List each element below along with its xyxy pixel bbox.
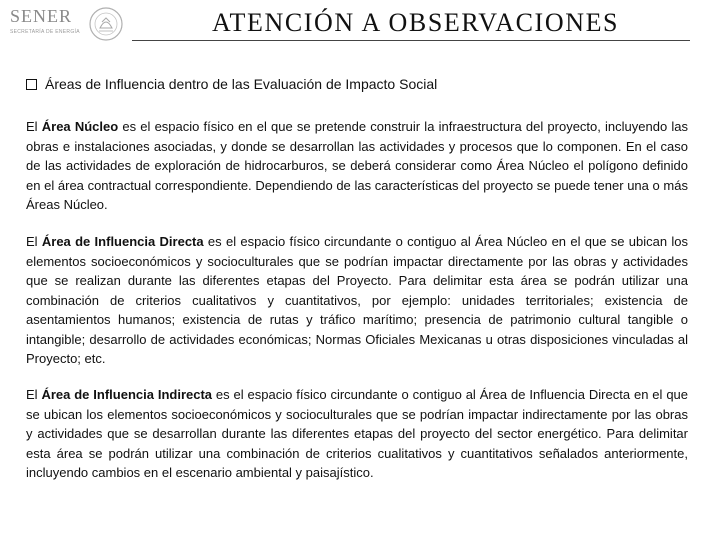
page-title: ATENCIÓN A OBSERVACIONES: [212, 8, 620, 37]
paragraph-prefix: El: [26, 234, 42, 249]
paragraph-prefix: El: [26, 119, 42, 134]
term-area-nucleo: Área Núcleo: [41, 119, 119, 134]
paragraph-body: es el espacio físico en el que se pretende construir la infraestructura del proyecto, incluyendo las obras e instalaciones asociadas, y donde se desarrollan las actividades y procesos que lo componen. En el caso de las actividades de exploración de hidrocarburos, se deberá considerar como Área Núcleo el polígono definido en el área contractual correspondiente. Dependiendo de las características del proyecto se puede tener una o más Áreas Núcleo.: [26, 119, 689, 212]
paragraph-influencia-directa: [26, 232, 688, 369]
sener-logo: [6, 4, 136, 46]
sener-logo-subtext: SECRETARÍA DE ENERGÍA: [10, 29, 80, 35]
term-influencia-directa: Área de Influencia Directa: [41, 234, 204, 249]
paragraph-body: es el espacio físico circundante o contiguo al Área de Influencia Directa en el que se ubican los elementos socioeconómicos y socioculturales que se podrían impactar indirectamente por las obras y actividades que se desarrollan durante las diferentes etapas del proyecto del sector energético. Para delimitar esta área se podrán utilizar una combinación de criterios cualitativos y cuantitativos señalados anteriormente, incluyendo cambios en el escenario ambiental y paisajístico.: [26, 387, 689, 480]
header-divider: [132, 40, 690, 41]
term-influencia-indirecta: Área de Influencia Indirecta: [41, 387, 213, 402]
paragraph-area-nucleo: [26, 117, 688, 215]
mexican-seal-icon: [88, 6, 124, 42]
section-heading: [26, 76, 437, 92]
paragraph-prefix: El: [26, 387, 42, 402]
paragraph-body: es el espacio físico circundante o contiguo al Área Núcleo en el que se ubican los elementos socioeconómicos y socioculturales que se podrían impactar directamente por las obras y actividades que se realizan durante las diferentes etapas del Proyecto. Para delimitar esta área se podrán utilizar una combinación de criterios cualitativos y cuantitativos, por ejemplo: unidades territoriales; existencia de asentamientos humanos; existencia de rutas y tráfico marítimo; presencia de patrimonio cultural tangible o intangible; desarrollo de actividades económicas; Normas Oficiales Mexicanas u otras disposiciones vinculadas al Proyecto; etc.: [26, 234, 689, 366]
section-heading-text: Áreas de Influencia dentro de las Evaluación de Impacto Social: [45, 76, 438, 92]
checkbox-bullet-icon: [26, 79, 37, 90]
paragraph-influencia-indirecta: [26, 385, 688, 483]
sener-logo-text: SENER: [10, 6, 73, 26]
